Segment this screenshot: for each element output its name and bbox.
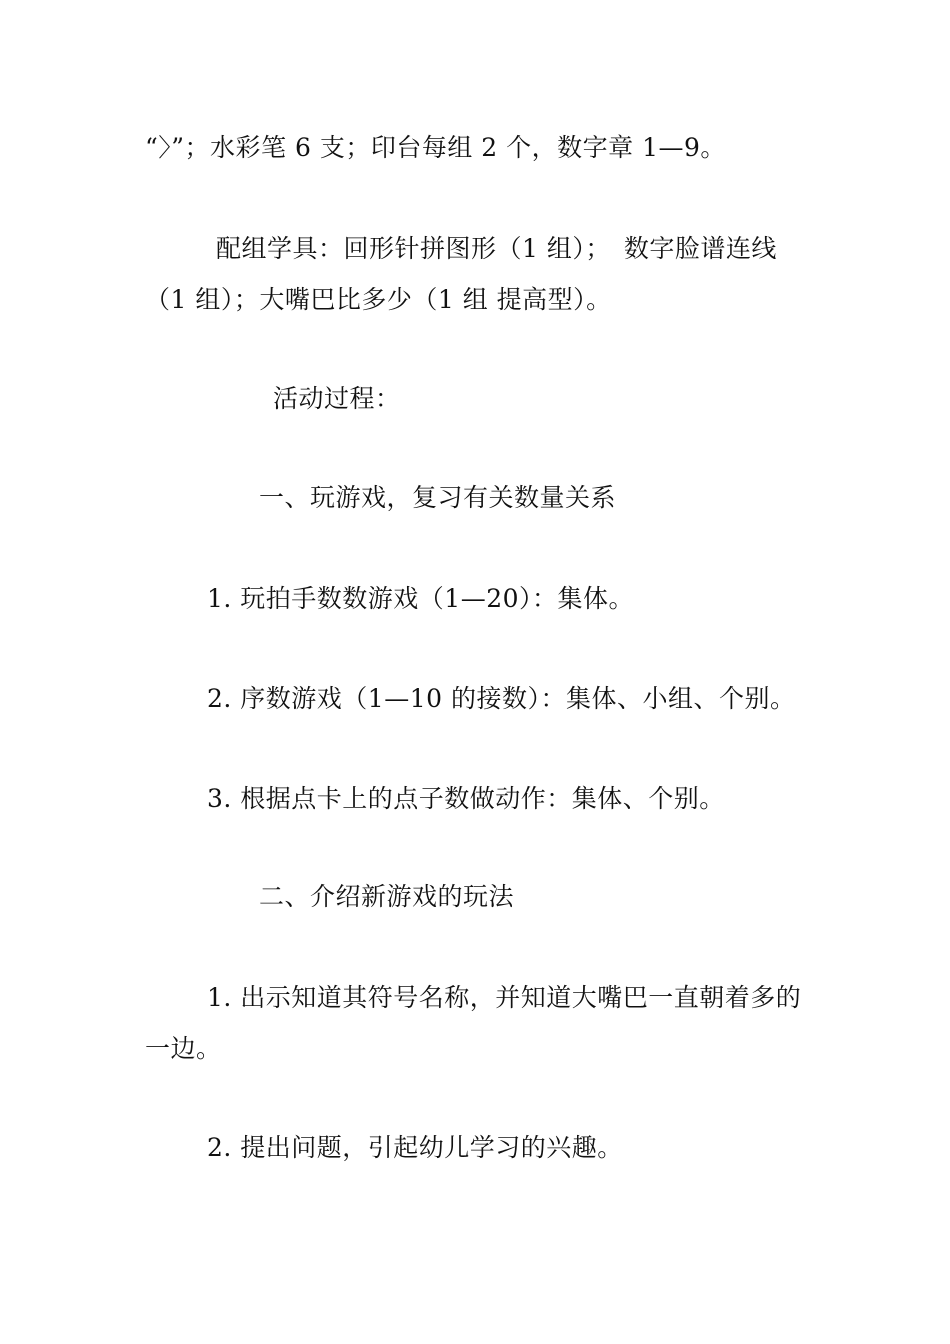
section-one-item-2: 2. 序数游戏（1—10 的接数）：集体、小组、个别。 (207, 684, 796, 713)
group-tools-line-2: （1 组）；大嘴巴比多少（1 组 提高型）。 (145, 285, 612, 314)
section-two-item-2: 2. 提出问题，引起幼儿学习的兴趣。 (207, 1133, 623, 1162)
group-tools-line-1: 配组学具：回形针拼图形（1 组）； 数字脸谱连线 (216, 234, 777, 263)
section-one-item-1: 1. 玩拍手数数游戏（1—20）：集体。 (207, 584, 635, 613)
activity-process-heading: 活动过程： (273, 384, 401, 413)
section-one-item-3: 3. 根据点卡上的点子数做动作：集体、个别。 (207, 784, 725, 813)
section-two-heading: 二、介绍新游戏的玩法 (259, 882, 515, 911)
section-one-heading: 一、玩游戏，复习有关数量关系 (259, 483, 617, 512)
section-two-item-1: 1. 出示知道其符号名称，并知道大嘴巴一直朝着多的 (207, 983, 802, 1012)
section-two-item-1-cont: 一边。 (145, 1034, 222, 1063)
materials-line: “〉”；水彩笔 6 支；印台每组 2 个，数字章 1—9。 (145, 133, 726, 162)
